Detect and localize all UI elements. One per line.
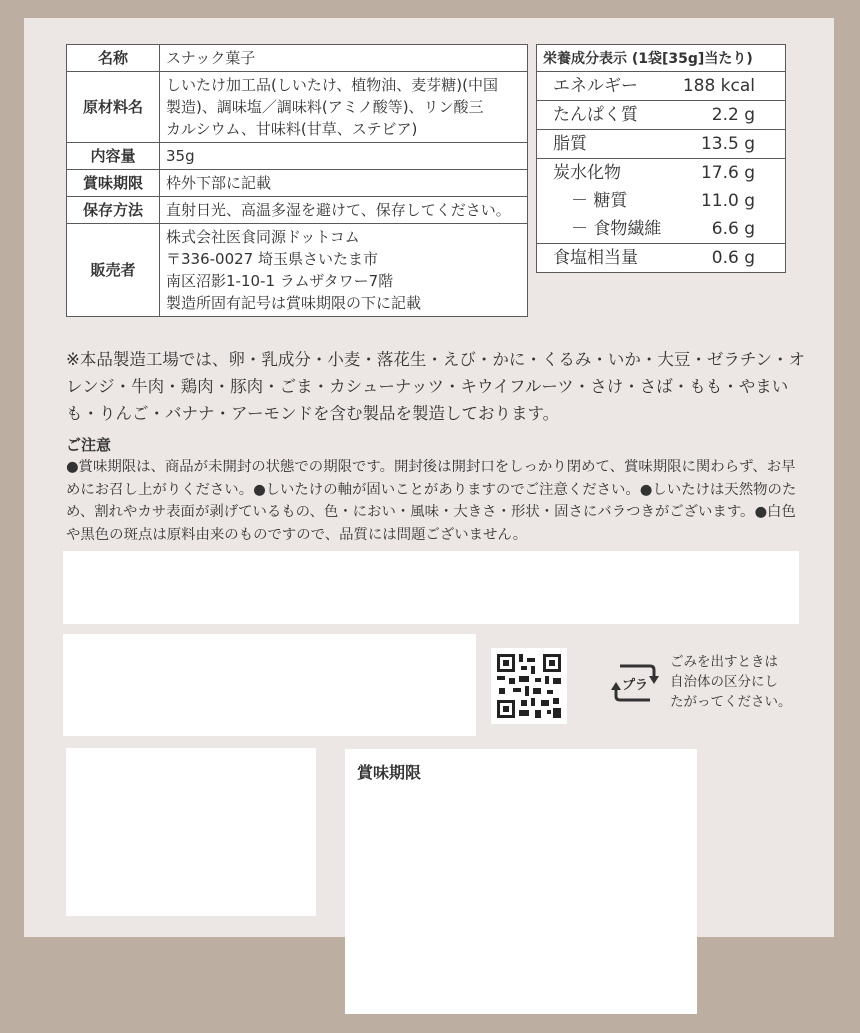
row-value: 35g [160, 143, 528, 170]
nutrition-row [537, 159, 785, 187]
row-value: 直射日光、高温多湿を避けて、保存してください。 [160, 197, 528, 224]
row-value: 株式会社医食同源ドットコム 〒336-0027 埼玉県さいたま市 南区沼影1-10-1 ラムザタワー7階 製造所固有記号は賞味期限の下に記載 [160, 224, 528, 317]
table-row [67, 170, 528, 197]
nutrition-row [537, 101, 785, 130]
row-label: 賞味期限 [67, 170, 160, 197]
nutrient-name: 炭水化物 [553, 163, 621, 183]
caution-heading: ご注意 [66, 436, 112, 454]
nutrient-name: 食塩相当量 [553, 248, 638, 268]
pla-mark-text: プラ [621, 678, 649, 693]
row-label: 名称 [67, 45, 160, 72]
nutrient-value: 6.6 g [711, 219, 755, 239]
qr-code-icon[interactable] [491, 648, 567, 724]
nutrient-value: 188 kcal [682, 76, 755, 96]
blank-box [63, 551, 799, 624]
nutrient-name: エネルギー [553, 76, 638, 96]
nutrient-value: 0.6 g [711, 248, 755, 268]
table-row [67, 197, 528, 224]
table-row [67, 72, 528, 143]
row-label: 原材料名 [67, 72, 160, 143]
expiry-label: 賞味期限 [357, 763, 422, 782]
product-info-table [66, 44, 528, 317]
nutrient-value: 2.2 g [711, 105, 755, 125]
nutrient-value: 13.5 g [700, 134, 755, 154]
nutrient-name: たんぱく質 [553, 105, 638, 125]
row-label: 販売者 [67, 224, 160, 317]
row-value: スナック菓子 [160, 45, 528, 72]
nutrition-title: 栄養成分表示 (1袋[35g]当たり) [537, 45, 785, 72]
nutrient-name: － 糖質 [571, 191, 628, 211]
row-label: 保存方法 [67, 197, 160, 224]
nutrient-value: 17.6 g [700, 163, 755, 183]
table-row [67, 143, 528, 170]
nutrition-table [536, 44, 786, 273]
allergen-note: ※本品製造工場では、卵・乳成分・小麦・落花生・えび・かに・くるみ・いか・大豆・ゼラチン・オレンジ・牛肉・鶏肉・豚肉・ごま・カシューナッツ・キウイフルーツ・さけ・さば・もも・やまいも・りんご・バナナ・アーモンドを含む製品を製造しております。 [66, 350, 806, 423]
nutrient-value: 11.0 g [700, 191, 755, 211]
row-label: 内容量 [67, 143, 160, 170]
caution-text: ●賞味期限は、商品が未開封の状態での期限です。開封後は開封口をしっかり閉めて、賞味期限に関わらず、お早めにお召し上がりください。●しいたけの軸が固いことがありますのでご注意ください。●しいたけは天然物のため、割れやカサ表面が剥げているもの、色・におい・風味・大きさ・形状・固さにバラつきがございます。●白色や黒色の斑点は原料由来のものですので、品質には問題ございません。 [66, 459, 797, 543]
table-row [67, 224, 528, 317]
recycle-instruction: ごみを出すときは 自治体の区分にし たがってください。 [670, 654, 792, 710]
nutrient-name: － 食物繊維 [571, 219, 662, 239]
table-row [67, 45, 528, 72]
nutrition-row [537, 72, 785, 101]
nutrition-row [537, 187, 785, 215]
nutrition-row [537, 130, 785, 159]
row-value: しいたけ加工品(しいたけ、植物油、麦芽糖)(中国 製造)、調味塩／調味料(アミノ酸等)、リン酸三 カルシウム、甘味料(甘草、ステビア) [160, 72, 528, 143]
blank-box [63, 634, 476, 736]
nutrient-name: 脂質 [553, 134, 587, 154]
nutrition-row [537, 215, 785, 244]
blank-box [66, 748, 316, 916]
expiry-box [345, 749, 697, 1014]
row-value: 枠外下部に記載 [160, 170, 528, 197]
pla-recycle-icon [610, 658, 660, 708]
nutrition-row [537, 244, 785, 272]
